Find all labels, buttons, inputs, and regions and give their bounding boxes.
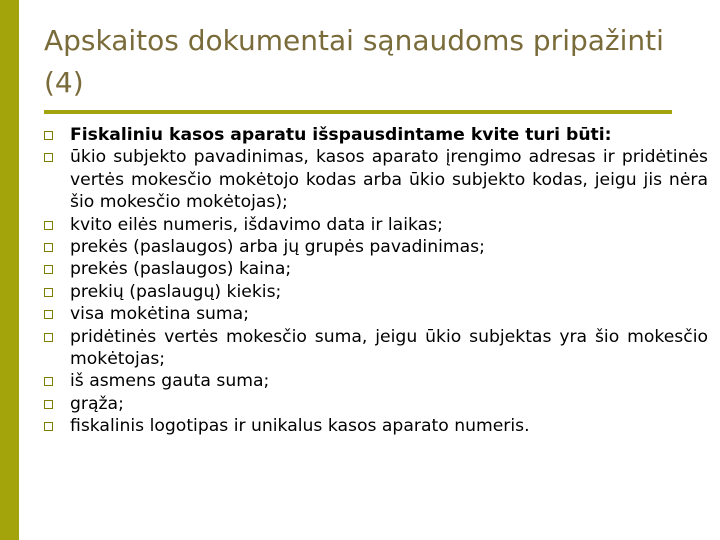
bullet-text: Fiskaliniu kasos aparatu išspausdintame kvite turi būti: [70,125,612,145]
bullet-item-heading [44,124,708,146]
bullet-square-icon [44,221,53,230]
title-divider [44,110,672,114]
bullet-square-icon [44,243,53,252]
bullet-text: prekių (paslaugų) kiekis; [70,281,282,302]
bullet-text: iš asmens gauta suma; [70,371,270,392]
bullet-text: prekės (paslaugos) kaina; [70,259,292,280]
slide-title: Apskaitos dokumentai sąnaudoms pripažinti (4) [44,24,664,99]
bullet-square-icon [44,400,53,409]
bullet-item [44,146,708,213]
bullet-item [44,258,708,280]
bullet-square-icon [44,377,53,386]
bullet-item [44,326,708,371]
bullet-item [44,236,708,258]
bullet-item [44,303,708,325]
bullet-text: fiskalinis logotipas ir unikalus kasos aparato numeris. [70,416,530,437]
left-accent-bar [0,0,19,540]
bullet-text: grąža; [70,393,124,414]
bullet-item [44,214,708,236]
bullet-square-icon [44,333,53,342]
bullet-text: prekės (paslaugos) arba jų grupės pavadinimas; [70,237,485,258]
bullet-item [44,393,708,415]
bullet-square-icon [44,131,53,140]
bullet-square-icon [44,288,53,297]
bullet-item [44,281,708,303]
bullet-item [44,415,708,437]
bullet-text: ūkio subjekto pavadinimas, kasos aparato įrengimo adresas ir pridėtinės vertės mokesčio mokėtojo kodas arba ūkio subjekto kodas, jeigu jis nėra šio mokesčio mokėtojas); [70,147,708,213]
bullet-square-icon [44,265,53,274]
bullet-square-icon [44,310,53,319]
bullet-square-icon [44,422,53,431]
bullet-square-icon [44,153,53,162]
bullet-list [44,124,708,438]
bullet-text: kvito eilės numeris, išdavimo data ir laikas; [70,214,443,235]
bullet-text: visa mokėtina suma; [70,304,250,325]
bullet-text: pridėtinės vertės mokesčio suma, jeigu ūkio subjektas yra šio mokesčio mokėtojas; [70,326,708,370]
bullet-item [44,370,708,392]
